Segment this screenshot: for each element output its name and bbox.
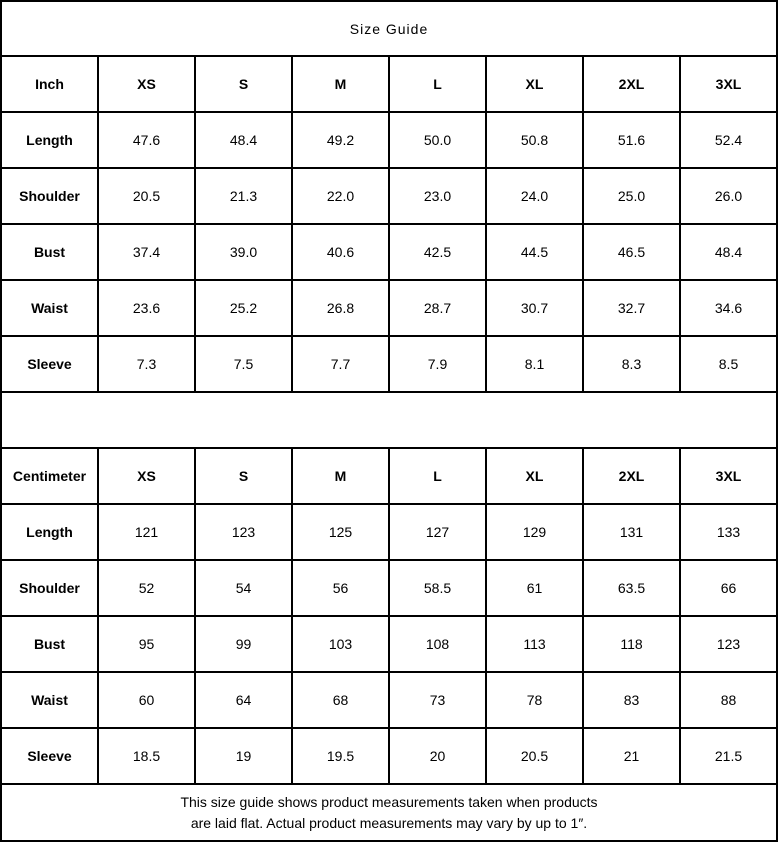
table-row <box>1 560 777 616</box>
cell-value: 50.0 <box>389 112 486 168</box>
cell-value: 48.4 <box>195 112 292 168</box>
cell-value: 47.6 <box>98 112 195 168</box>
cell-value: 46.5 <box>583 224 680 280</box>
cell-value: 118 <box>583 616 680 672</box>
cell-value: 30.7 <box>486 280 583 336</box>
cell-value: 18.5 <box>98 728 195 784</box>
row-label-waist: Waist <box>1 280 98 336</box>
cell-value: 20 <box>389 728 486 784</box>
row-label-bust: Bust <box>1 616 98 672</box>
table-row <box>1 672 777 728</box>
table-row <box>1 728 777 784</box>
cell-value: 125 <box>292 504 389 560</box>
size-header-2xl: 2XL <box>583 56 680 112</box>
cell-value: 48.4 <box>680 224 777 280</box>
cell-value: 19 <box>195 728 292 784</box>
cell-value: 50.8 <box>486 112 583 168</box>
cell-value: 95 <box>98 616 195 672</box>
size-header-s: S <box>195 56 292 112</box>
footer-note <box>1 784 777 841</box>
cell-value: 49.2 <box>292 112 389 168</box>
size-header-xs: XS <box>98 448 195 504</box>
table-row <box>1 336 777 392</box>
cell-value: 108 <box>389 616 486 672</box>
size-header-l: L <box>389 56 486 112</box>
cell-value: 8.1 <box>486 336 583 392</box>
cell-value: 88 <box>680 672 777 728</box>
size-header-s: S <box>195 448 292 504</box>
cell-value: 54 <box>195 560 292 616</box>
table-row <box>1 224 777 280</box>
cell-value: 22.0 <box>292 168 389 224</box>
cell-value: 8.3 <box>583 336 680 392</box>
cell-value: 123 <box>680 616 777 672</box>
spacer-row <box>1 392 777 448</box>
cell-value: 121 <box>98 504 195 560</box>
cell-value: 7.3 <box>98 336 195 392</box>
size-header-l: L <box>389 448 486 504</box>
cell-value: 21 <box>583 728 680 784</box>
row-label-sleeve: Sleeve <box>1 728 98 784</box>
cell-value: 52 <box>98 560 195 616</box>
footer-note-line1: This size guide shows product measurements taken when products <box>180 794 598 811</box>
cell-value: 26.8 <box>292 280 389 336</box>
size-header-xs: XS <box>98 56 195 112</box>
cell-value: 63.5 <box>583 560 680 616</box>
unit-header-centimeter: Centimeter <box>1 448 98 504</box>
size-header-m: M <box>292 448 389 504</box>
cell-value: 34.6 <box>680 280 777 336</box>
size-header-2xl: 2XL <box>583 448 680 504</box>
row-label-length: Length <box>1 504 98 560</box>
footer-note-line2: are laid flat. Actual product measurements may vary by up to 1″. <box>190 814 588 831</box>
table-row <box>1 280 777 336</box>
cell-value: 24.0 <box>486 168 583 224</box>
table-row <box>1 112 777 168</box>
cell-value: 44.5 <box>486 224 583 280</box>
cell-value: 113 <box>486 616 583 672</box>
size-header-3xl: 3XL <box>680 56 777 112</box>
cell-value: 21.5 <box>680 728 777 784</box>
cell-value: 19.5 <box>292 728 389 784</box>
size-header-m: M <box>292 56 389 112</box>
cell-value: 56 <box>292 560 389 616</box>
row-label-shoulder: Shoulder <box>1 168 98 224</box>
unit-header-inch: Inch <box>1 56 98 112</box>
cell-value: 23.6 <box>98 280 195 336</box>
size-header-xl: XL <box>486 56 583 112</box>
page-title: Size Guide <box>1 1 777 56</box>
cell-value: 60 <box>98 672 195 728</box>
table-row <box>1 616 777 672</box>
cell-value: 66 <box>680 560 777 616</box>
cell-value: 64 <box>195 672 292 728</box>
cell-value: 103 <box>292 616 389 672</box>
cell-value: 133 <box>680 504 777 560</box>
row-label-length: Length <box>1 112 98 168</box>
cell-value: 40.6 <box>292 224 389 280</box>
cell-value: 78 <box>486 672 583 728</box>
row-label-waist: Waist <box>1 672 98 728</box>
cell-value: 23.0 <box>389 168 486 224</box>
cell-value: 131 <box>583 504 680 560</box>
row-label-shoulder: Shoulder <box>1 560 98 616</box>
cell-value: 129 <box>486 504 583 560</box>
cell-value: 7.9 <box>389 336 486 392</box>
cell-value: 21.3 <box>195 168 292 224</box>
cell-value: 25.2 <box>195 280 292 336</box>
cell-value: 8.5 <box>680 336 777 392</box>
cell-value: 51.6 <box>583 112 680 168</box>
cell-value: 39.0 <box>195 224 292 280</box>
cell-value: 58.5 <box>389 560 486 616</box>
cell-value: 61 <box>486 560 583 616</box>
cell-value: 127 <box>389 504 486 560</box>
size-header-xl: XL <box>486 448 583 504</box>
cell-value: 99 <box>195 616 292 672</box>
cell-value: 123 <box>195 504 292 560</box>
cell-value: 28.7 <box>389 280 486 336</box>
cell-value: 52.4 <box>680 112 777 168</box>
cell-value: 42.5 <box>389 224 486 280</box>
cell-value: 73 <box>389 672 486 728</box>
cell-value: 7.7 <box>292 336 389 392</box>
cell-value: 83 <box>583 672 680 728</box>
cell-value: 20.5 <box>98 168 195 224</box>
size-header-3xl: 3XL <box>680 448 777 504</box>
cell-value: 7.5 <box>195 336 292 392</box>
cell-value: 68 <box>292 672 389 728</box>
table-row <box>1 504 777 560</box>
row-label-sleeve: Sleeve <box>1 336 98 392</box>
table-row <box>1 168 777 224</box>
cell-value: 25.0 <box>583 168 680 224</box>
cell-value: 32.7 <box>583 280 680 336</box>
cell-value: 37.4 <box>98 224 195 280</box>
row-label-bust: Bust <box>1 224 98 280</box>
cell-value: 20.5 <box>486 728 583 784</box>
cell-value: 26.0 <box>680 168 777 224</box>
